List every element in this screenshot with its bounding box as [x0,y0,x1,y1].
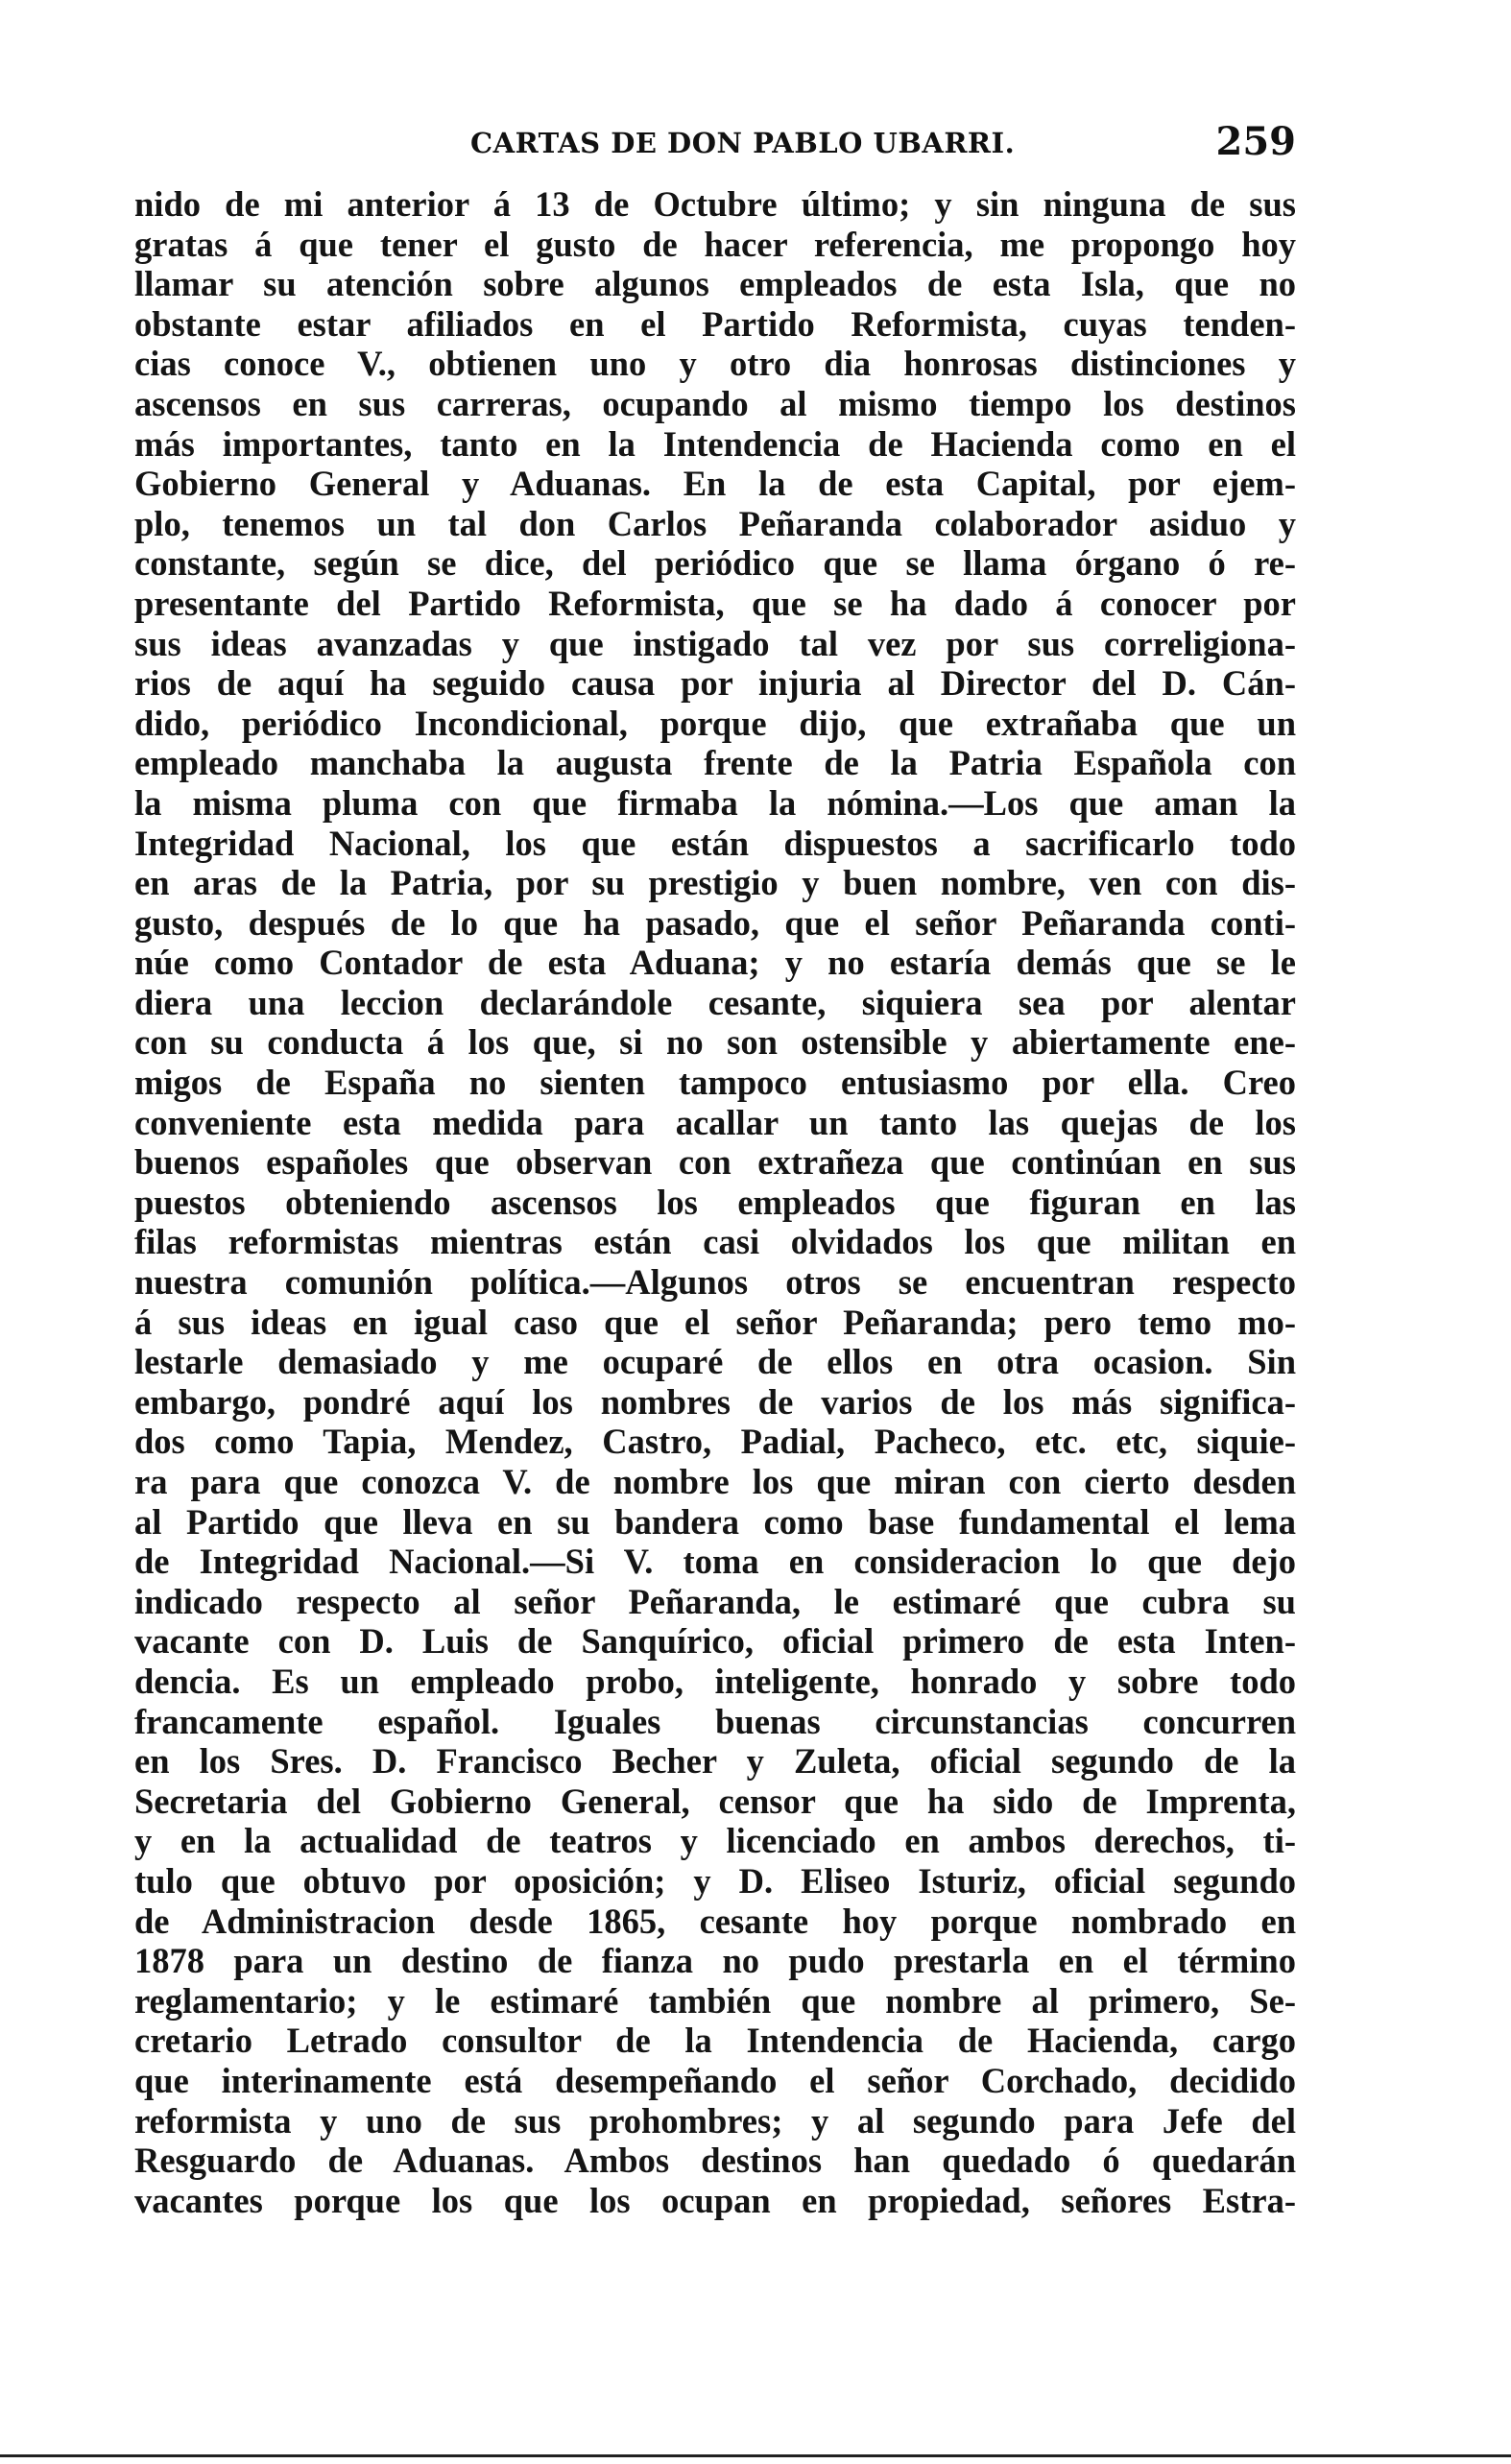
text-line: sus ideas avanzadas y que instigado tal vez por sus correligiona- [134,623,1296,663]
bottom-edge-rule [0,2454,1511,2457]
text-line: embargo, pondré aquí los nombres de varios de los más significa- [134,1381,1296,1422]
running-head: CARTAS DE DON PABLO UBARRI. [470,127,1016,159]
text-line: cretario Letrado consultor de la Intendencia de Hacienda, cargo [134,2021,1296,2061]
text-line: Gobierno General y Aduanas. En la de esta Capital, por ejem- [134,464,1296,504]
text-line: núe como Contador de esta Aduana; y no estaría demás que se le [134,943,1296,983]
text-line: Secretaria del Gobierno General, censor que ha sido de Imprenta, [134,1781,1296,1821]
text-line: con su conducta á los que, si no son ostensible y abiertamente ene- [134,1022,1296,1063]
text-line: conveniente esta medida para acallar un tanto las quejas de los [134,1102,1296,1142]
text-line: más importantes, tanto en la Intendencia de Hacienda como en el [134,423,1296,464]
text-line: de Administracion desde 1865, cesante hoy porque nombrado en [134,1901,1296,1941]
text-line: de Integridad Nacional.—Si V. toma en consideracion lo que dejo [134,1542,1296,1582]
text-line: Integridad Nacional, los que están dispuestos a sacrificarlo todo [134,823,1296,863]
text-line: vacantes porque los que los ocupan en propiedad, señores Estra- [134,2180,1296,2220]
text-line: nuestra comunión política.—Algunos otros se encuentran respecto [134,1262,1296,1303]
text-line: reglamentario; y le estimaré también que nombre al primero, Se- [134,1980,1296,2021]
text-line: cias conoce V., obtienen uno y otro dia honrosas distinciones y [134,344,1296,384]
text-line: plo, tenemos un tal don Carlos Peñaranda colaborador asiduo y [134,503,1296,543]
text-line: gusto, después de lo que ha pasado, que el señor Peñaranda conti- [134,902,1296,943]
text-line: presentante del Partido Reformista, que se ha dado á conocer por [134,583,1296,623]
text-line: puestos obteniendo ascensos los empleados que figuran en las [134,1182,1296,1222]
text-line: llamar su atención sobre algunos empleados de esta Isla, que no [134,264,1296,304]
page-number: 259 [1215,119,1296,164]
text-line: reformista y uno de sus prohombres; y al segundo para Jefe del [134,2100,1296,2141]
text-line: dencia. Es un empleado probo, inteligente, honrado y sobre todo [134,1661,1296,1701]
text-line: obstante estar afiliados en el Partido Reformista, cuyas tenden- [134,303,1296,344]
text-line: rios de aquí ha seguido causa por injuria al Director del D. Cán- [134,663,1296,704]
text-line: 1878 para un destino de fianza no pudo prestarla en el término [134,1941,1296,1981]
text-line: á sus ideas en igual caso que el señor Peñaranda; pero temo mo- [134,1302,1296,1342]
text-line: dido, periódico Incondicional, porque dijo, que extrañaba que un [134,703,1296,743]
text-line: Resguardo de Aduanas. Ambos destinos han quedado ó quedarán [134,2141,1296,2181]
text-line: en aras de la Patria, por su prestigio y buen nombre, ven con dis- [134,863,1296,903]
text-line: dos como Tapia, Mendez, Castro, Padial, Pacheco, etc. etc, siquie- [134,1422,1296,1462]
text-line: francamente español. Iguales buenas circunstancias concurren [134,1701,1296,1741]
text-line: ra para que conozca V. de nombre los que miran con cierto desden [134,1462,1296,1501]
text-line: en los Sres. D. Francisco Becher y Zuleta, oficial segundo de la [134,1741,1296,1782]
text-line: ascensos en sus carreras, ocupando al mismo tiempo los destinos [134,383,1296,423]
text-line: indicado respecto al señor Peñaranda, le estimaré que cubra su [134,1581,1296,1621]
text-line: filas reformistas mientras están casi olvidados los que militan en [134,1222,1296,1262]
text-line: nido de mi anterior á 13 de Octubre último; y sin ninguna de sus [134,184,1296,224]
text-line: migos de España no sienten tampoco entusiasmo por ella. Creo [134,1063,1296,1103]
text-line: constante, según se dice, del periódico que se llama órgano ó re- [134,543,1296,584]
text-line: gratas á que tener el gusto de hacer referencia, me propongo hoy [134,224,1296,264]
page-header [134,113,1296,171]
text-line: buenos españoles que observan con extrañeza que continúan en sus [134,1142,1296,1183]
text-line: empleado manchaba la augusta frente de la Patria Española con [134,743,1296,783]
text-line: diera una leccion declarándole cesante, siquiera sea por alentar [134,982,1296,1022]
letter-body-text [134,184,1296,2220]
text-line: la misma pluma con que firmaba la nómina.—Los que aman la [134,782,1296,823]
text-line: que interinamente está desempeñando el señor Corchado, decidido [134,2060,1296,2100]
text-line: tulo que obtuvo por oposición; y D. Eliseo Isturiz, oficial segundo [134,1860,1296,1901]
text-line: al Partido que lleva en su bandera como base fundamental el lema [134,1501,1296,1542]
text-line: vacante con D. Luis de Sanquírico, oficial primero de esta Inten- [134,1621,1296,1662]
text-line: lestarle demasiado y me ocuparé de ellos en otra ocasion. Sin [134,1342,1296,1382]
text-line: y en la actualidad de teatros y licenciado en ambos derechos, ti- [134,1821,1296,1861]
